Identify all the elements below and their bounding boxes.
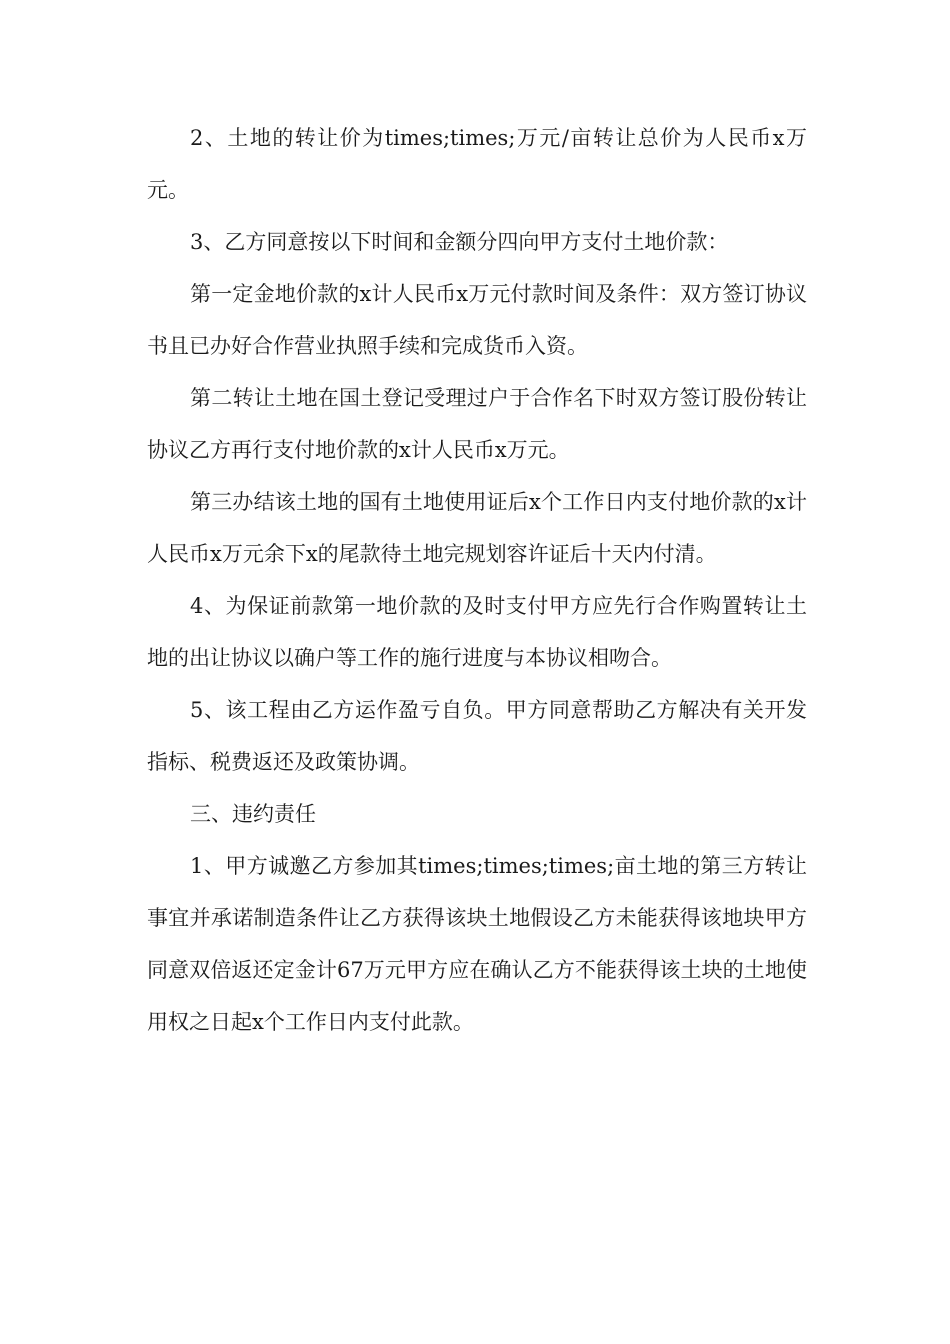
document-body bbox=[147, 112, 807, 1048]
clause-3-payment-schedule: 3、乙方同意按以下时间和金额分四向甲方支付土地价款： bbox=[190, 230, 729, 254]
clause-2-price: 2、土地的转让价为times;times;万元/亩转让总价为人民币x万元。 bbox=[147, 126, 807, 202]
payment-stage-2: 第二转让土地在国土登记受理过户于合作名下时双方签订股份转让协议乙方再行支付地价款的x计人民币x万元。 bbox=[147, 386, 807, 462]
payment-stage-1: 第一定金地价款的x计人民币x万元付款时间及条件：双方签订协议书且已办好合作营业执照手续和完成货币入资。 bbox=[147, 282, 807, 358]
payment-stage-3: 第三办结该土地的国有土地使用证后x个工作日内支付地价款的x计人民币x万元余下x的尾款待土地完规划容许证后十天内付清。 bbox=[147, 490, 807, 566]
breach-clause-1: 1、甲方诚邀乙方参加其times;times;times;亩土地的第三方转让事宜并承诺制造条件让乙方获得该块土地假设乙方未能获得该地块甲方同意双倍返还定金计67万元甲方应在确认乙方不能获得该土块的土地使用权之日起x个工作日内支付此款。 bbox=[147, 854, 807, 1034]
section-heading-breach-liability: 三、违约责任 bbox=[190, 802, 317, 826]
clause-5-operation: 5、该工程由乙方运作盈亏自负。甲方同意帮助乙方解决有关开发指标、税费返还及政策协调。 bbox=[147, 698, 807, 774]
clause-4-guarantee: 4、为保证前款第一地价款的及时支付甲方应先行合作购置转让土地的出让协议以确户等工作的施行进度与本协议相吻合。 bbox=[147, 594, 807, 670]
